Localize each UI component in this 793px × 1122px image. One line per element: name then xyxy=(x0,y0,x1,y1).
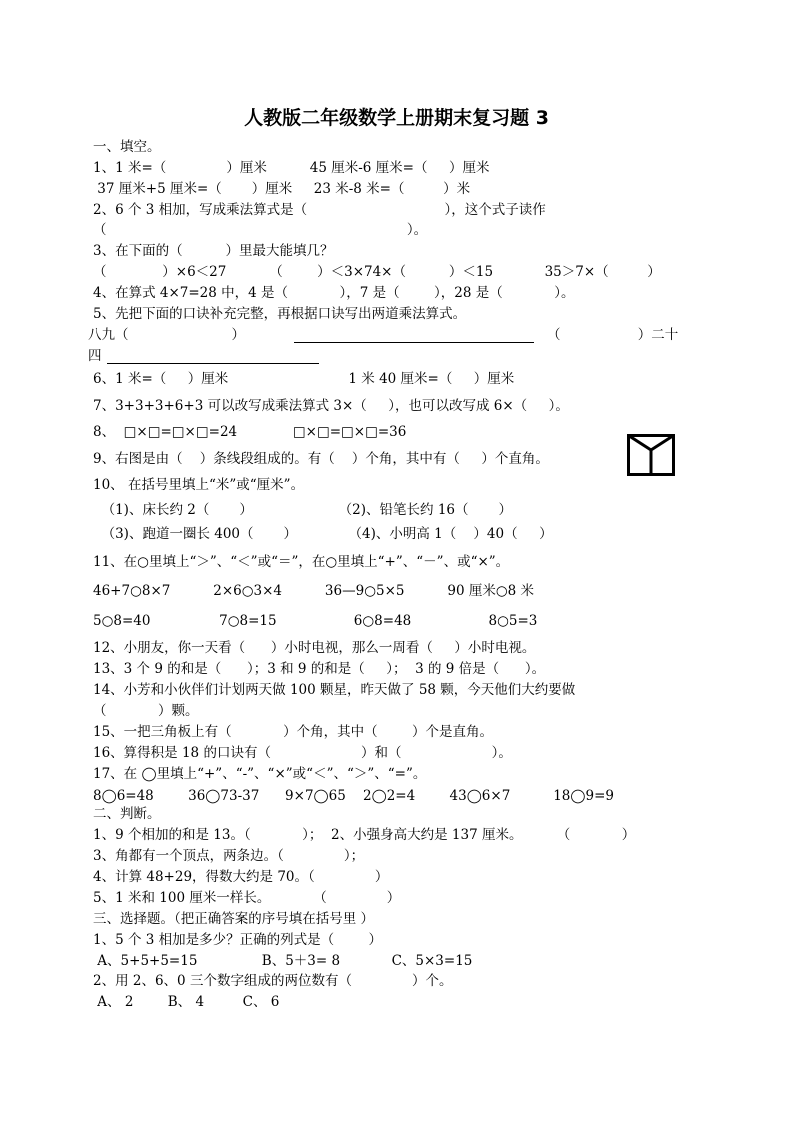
choice-question-2-options: A、 2 B、 4 C、 6 xyxy=(93,994,280,1010)
question-11-row-b: 5○8=40 7○8=15 6○8=48 8○5=3 xyxy=(93,613,538,629)
line-segment-figure xyxy=(627,434,675,476)
question-5-row-a: 八九（ ） xyxy=(88,327,245,343)
question-3-row: （ ）×6＜27 （ ）＜3×74×（ ）＜15 35＞7×（ ） xyxy=(93,264,661,280)
question-7: 7、3+3+3+6+3 可以改写成乘法算式 3×（ ），也可以改写成 6×（ ）。 xyxy=(93,398,569,414)
question-8: 8、 □×□=□×□=24 □×□=□×□=36 xyxy=(93,424,407,440)
answer-line xyxy=(107,363,319,364)
question-2-line-b: （ ）。 xyxy=(93,222,428,238)
question-4: 4、在算式 4×7=28 中，4 是（ ），7 是（ ），28 是（ ）。 xyxy=(93,285,575,301)
choice-question-1-options: A、5+5+5=15 B、5＋3= 8 C、5×3=15 xyxy=(93,953,473,969)
judge-question-5: 5、1 米和 100 厘米一样长。 （ ） xyxy=(93,890,401,906)
section-3-heading: 三、选择题。（把正确答案的序号填在括号里 ） xyxy=(93,911,375,927)
choice-question-1: 1、5 个 3 相加是多少？正确的列式是（ ） xyxy=(93,932,382,948)
question-2-line-a: 2、6 个 3 相加，写成乘法算式是（ ），这个式子读作 xyxy=(93,202,546,218)
question-5: 5、先把下面的口诀补充完整，再根据口诀写出两道乘法算式。 xyxy=(93,306,467,322)
question-12: 12、小朋友，你一天看（ ）小时电视，那么一周看（ ）小时电视。 xyxy=(93,640,536,656)
section-2-heading: 二、判断。 xyxy=(93,806,161,822)
answer-line xyxy=(294,342,534,343)
judge-question-3: 3、角都有一个顶点，两条边。（ ）； xyxy=(93,848,365,864)
question-5-row-b: （ ）二十 xyxy=(547,327,679,343)
question-17-row: 8◯6=48 36◯73-37 9×7◯65 2◯2=4 43◯6×7 18◯9=9 xyxy=(93,788,614,804)
question-15: 15、一把三角板上有（ ）个角，其中（ ）个是直角。 xyxy=(93,724,494,740)
question-6: 6、1 米=（ ）厘米 1 米 40 厘米=（ ）厘米 xyxy=(93,371,515,387)
question-10: 10、 在括号里填上“米”或“厘米”。 xyxy=(93,477,305,493)
question-16: 16、算得积是 18 的口诀有（ ）和（ ）。 xyxy=(93,745,512,761)
page-title: 人教版二年级数学上册期末复习题 3 xyxy=(244,107,549,129)
question-14-line-a: 14、小芳和小伙伴们计划两天做 100 颗星，昨天做了 58 颗，今天他们大约要做 xyxy=(93,682,576,698)
question-11: 11、在○里填上“＞”、“＜”或“＝”，在○里填上“+”、“－”、或“×”。 xyxy=(93,554,510,570)
question-17: 17、在 ◯里填上“+”、“-”、“×”或“＜”、“＞”、“=”。 xyxy=(93,766,427,782)
question-11-row-a: 46+7○8×7 2×6○3×4 36—9○5×5 90 厘米○8 米 xyxy=(93,583,535,599)
choice-question-2: 2、用 2、6、0 三个数字组成的两位数有（ ）个。 xyxy=(93,973,453,989)
question-10-row-a: （1)、床长约 2（ ） （2)、铅笔长约 16（ ） xyxy=(93,502,513,518)
question-14-line-b: （ ）颗。 xyxy=(93,703,199,719)
question-5-row-c: 四 xyxy=(88,348,102,364)
question-1-line-a: 1、1 米=（ ）厘米 45 厘米-6 厘米=（ ）厘米 xyxy=(93,160,490,176)
judge-question-1: 1、9 个相加的和是 13。（ ）； 2、小强身高大约是 137 厘米。 （ ） xyxy=(93,827,636,843)
question-9: 9、右图是由（ ）条线段组成的。有（ ）个角，其中有（ ）个直角。 xyxy=(93,451,549,467)
question-13: 13、3 个 9 的和是（ ）；3 和 9 的和是（ ）； 3 的 9 倍是（ ）。 xyxy=(93,661,546,677)
section-1-heading: 一、填空。 xyxy=(93,139,161,155)
question-10-row-b: （3)、跑道一圈长 400（ ） （4)、小明高 1（ ）40（ ） xyxy=(93,526,553,542)
question-1-line-b: 37 厘米+5 厘米=（ ）厘米 23 米-8 米=（ ）米 xyxy=(93,181,471,197)
judge-question-4: 4、计算 48+29，得数大约是 70。（ ） xyxy=(93,869,389,885)
question-3: 3、在下面的（ ）里最大能填几？ xyxy=(93,243,334,259)
